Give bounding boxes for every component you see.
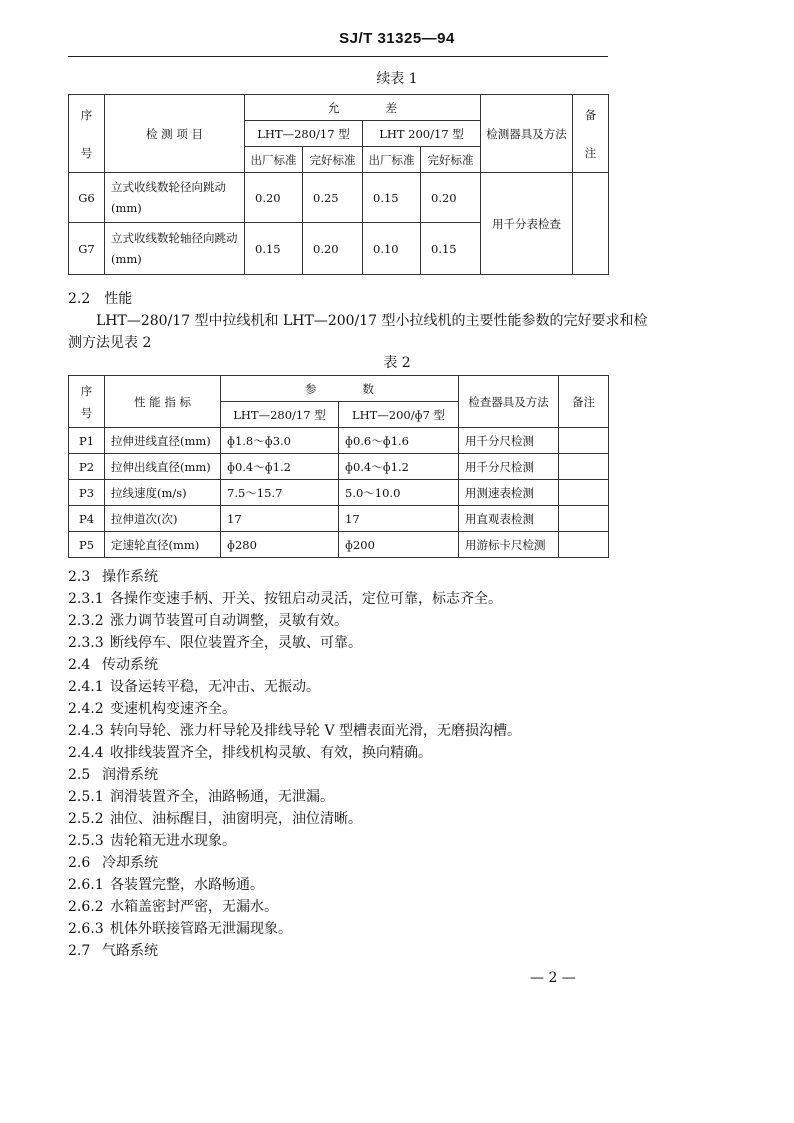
table2-seq-header-2: 号 <box>80 405 93 420</box>
table2-cell-index: 定速轮直径(mm) <box>105 532 221 558</box>
table1-caption: 续表 1 <box>376 71 418 87</box>
clause-text: 设备运转平稳，无冲击、无振动。 <box>110 679 320 695</box>
table1-seq-header-2: 号 <box>80 145 93 160</box>
table1-cell-value: 0.15 <box>421 223 481 275</box>
table2-cell-seq: P3 <box>69 480 105 506</box>
table2-params-header: 参 数 <box>221 376 459 402</box>
table1-cell-value: 0.15 <box>245 223 303 275</box>
table2-cell-model-b: 5.0～10.0 <box>339 480 459 506</box>
table-row <box>69 428 609 454</box>
clause-number: 2.7 <box>68 943 91 959</box>
table2-cell-model-a: 7.5～15.7 <box>221 480 339 506</box>
table2-method-header: 检查器具及方法 <box>459 376 559 428</box>
clause-text: 收排线装置齐全，排线机构灵敏、有效，换向精确。 <box>110 745 432 761</box>
table2-cell-note <box>559 506 609 532</box>
clause-number: 2.3.3 <box>68 635 104 651</box>
table2-cell-method: 用直观表检测 <box>459 506 559 532</box>
clause-text: 传动系统 <box>102 657 158 673</box>
clause-number: 2.4.4 <box>68 745 104 761</box>
table2-cell-model-a: 17 <box>221 506 339 532</box>
clause-number: 2.4.2 <box>68 701 104 717</box>
table1-tolerance-header: 允 差 <box>245 95 481 121</box>
clause-text: 转向导轮、涨力杆导轮及排线导轮 V 型槽表面光滑，无磨损沟槽。 <box>110 723 522 739</box>
clause-number: 2.4 <box>68 657 91 673</box>
clause <box>68 566 158 586</box>
clause <box>68 808 362 828</box>
table2-model-b-header: LHT—200/ɸ7 型 <box>339 402 459 428</box>
table-row <box>69 480 609 506</box>
table1-cell-seq: G6 <box>69 173 105 223</box>
table1-seq-header <box>69 95 105 173</box>
table2-cell-index: 拉伸出线直径(mm) <box>105 454 221 480</box>
page-number: — 2 — <box>530 970 576 986</box>
table2-cell-model-b: ɸ0.4～ɸ1.2 <box>339 454 459 480</box>
table1-note-header-1: 备 <box>584 107 597 122</box>
table2-cell-method: 用游标卡尺检测 <box>459 532 559 558</box>
table2-cell-method: 用千分尺检测 <box>459 454 559 480</box>
table2-cell-note <box>559 480 609 506</box>
section-2-2-paragraph-line1: LHT—280/17 型中拉线机和 LHT—200/17 型小拉线机的主要性能参数的完好要求和检 <box>96 313 648 329</box>
clause <box>68 632 362 652</box>
table2-cell-index: 拉伸道次(次) <box>105 506 221 532</box>
clause <box>68 830 236 850</box>
table2-cell-model-b: ɸ0.6～ɸ1.6 <box>339 428 459 454</box>
table2-cell-seq: P5 <box>69 532 105 558</box>
clause <box>68 852 158 872</box>
clause <box>68 896 278 916</box>
clause-number: 2.5.3 <box>68 833 104 849</box>
clause <box>68 698 236 718</box>
header-rule <box>68 56 608 57</box>
table1-cell-method: 用千分表检查 <box>481 173 573 275</box>
table2-cell-note <box>559 428 609 454</box>
clause-text: 变速机构变速齐全。 <box>110 701 236 717</box>
clause <box>68 742 432 762</box>
table1-factory-a-header: 出厂标准 <box>245 147 303 173</box>
table1-cell-value: 0.20 <box>421 173 481 223</box>
table2-cell-model-a: ɸ280 <box>221 532 339 558</box>
table1-seq-header-1: 序 <box>80 107 93 122</box>
table2-cell-model-a: ɸ0.4～ɸ1.2 <box>221 454 339 480</box>
table2-note-header: 备注 <box>559 376 609 428</box>
table1-cell-value: 0.10 <box>363 223 421 275</box>
clause-number: 2.5.1 <box>68 789 104 805</box>
clause <box>68 786 334 806</box>
table1-cell-value: 0.20 <box>303 223 363 275</box>
clause-text: 机体外联接管路无泄漏现象。 <box>110 921 292 937</box>
clause <box>68 764 158 784</box>
table1-factory-b-header: 出厂标准 <box>363 147 421 173</box>
table1-good-b-header: 完好标准 <box>421 147 481 173</box>
clause-text: 断线停车、限位装置齐全，灵敏、可靠。 <box>110 635 362 651</box>
clause <box>68 654 158 674</box>
clause-text: 各装置完整，水路畅通。 <box>110 877 264 893</box>
table2-cell-method: 用千分尺检测 <box>459 428 559 454</box>
table1-cell-item: 立式收线数轮径向跳动(mm) <box>105 173 245 223</box>
table2-model-a-header: LHT—280/17 型 <box>221 402 339 428</box>
clause-text: 涨力调节装置可自动调整，灵敏有效。 <box>110 613 348 629</box>
table1-model-a-header: LHT—280/17 型 <box>245 121 363 147</box>
table2-cell-index: 拉伸进线直径(mm) <box>105 428 221 454</box>
table2-cell-seq: P1 <box>69 428 105 454</box>
clause-number: 2.5 <box>68 767 91 783</box>
clause <box>68 918 292 938</box>
clause <box>68 610 348 630</box>
table2-seq-header-1: 序 <box>80 383 93 398</box>
table2-cell-index: 拉线速度(m/s) <box>105 480 221 506</box>
table2-cell-method: 用测速表检测 <box>459 480 559 506</box>
table2-cell-note <box>559 454 609 480</box>
table1-cell-item: 立式收线数轮轴径向跳动(mm) <box>105 223 245 275</box>
clause-number: 2.3.1 <box>68 591 104 607</box>
clause-text: 冷却系统 <box>102 855 158 871</box>
table2-cell-model-a: ɸ1.8～ɸ3.0 <box>221 428 339 454</box>
clause-text: 润滑装置齐全，油路畅通，无泄漏。 <box>110 789 334 805</box>
clause-number: 2.6.3 <box>68 921 104 937</box>
table2-index-header: 性 能 指 标 <box>105 376 221 428</box>
section-2-2-heading: 2.2 性能 <box>68 291 133 307</box>
table2-cell-seq: P4 <box>69 506 105 532</box>
table1-method-header: 检测器具及方法 <box>481 95 573 173</box>
clause-number: 2.6 <box>68 855 91 871</box>
clause-number: 2.6.2 <box>68 899 104 915</box>
table1-cell-seq: G7 <box>69 223 105 275</box>
table2-cell-seq: P2 <box>69 454 105 480</box>
clause <box>68 676 320 696</box>
clause-number: 2.5.2 <box>68 811 104 827</box>
clause-text: 各操作变速手柄、开关、按钮启动灵活，定位可靠，标志齐全。 <box>110 591 502 607</box>
clause-number: 2.6.1 <box>68 877 104 893</box>
table-row <box>69 173 609 223</box>
clause-text: 气路系统 <box>102 943 158 959</box>
table2-cell-model-b: 17 <box>339 506 459 532</box>
clause <box>68 874 264 894</box>
table-row <box>69 532 609 558</box>
clause-text: 水箱盖密封严密，无漏水。 <box>110 899 278 915</box>
clause-text: 油位、油标醒目，油窗明亮，油位清晰。 <box>110 811 362 827</box>
table2-cell-note <box>559 532 609 558</box>
table1-cell-value: 0.25 <box>303 173 363 223</box>
table2-cell-model-b: ɸ200 <box>339 532 459 558</box>
table1-note-header-2: 注 <box>584 145 597 160</box>
section-2-2-paragraph-line2: 测方法见表 2 <box>68 335 152 351</box>
table-row <box>69 506 609 532</box>
table1-item-header: 检 测 项 目 <box>105 95 245 173</box>
clause <box>68 588 502 608</box>
table-row <box>69 454 609 480</box>
table1 <box>68 94 609 275</box>
table1-model-b-header: LHT 200/17 型 <box>363 121 481 147</box>
table1-cell-value: 0.20 <box>245 173 303 223</box>
table2-caption: 表 2 <box>383 355 411 371</box>
table2 <box>68 375 609 558</box>
table1-good-a-header: 完好标准 <box>303 147 363 173</box>
table1-note-header <box>573 95 609 173</box>
clause <box>68 940 158 960</box>
table1-cell-value: 0.15 <box>363 173 421 223</box>
clause-number: 2.3 <box>68 569 91 585</box>
clause-text: 润滑系统 <box>102 767 158 783</box>
clause-text: 操作系统 <box>102 569 158 585</box>
clause <box>68 720 521 740</box>
clause-number: 2.4.1 <box>68 679 104 695</box>
clause-text: 齿轮箱无进水现象。 <box>110 833 236 849</box>
table1-cell-note <box>573 173 609 275</box>
table2-seq-header <box>69 376 105 428</box>
document-number: SJ/T 31325—94 <box>339 30 455 47</box>
clause-number: 2.3.2 <box>68 613 104 629</box>
clause-number: 2.4.3 <box>68 723 104 739</box>
